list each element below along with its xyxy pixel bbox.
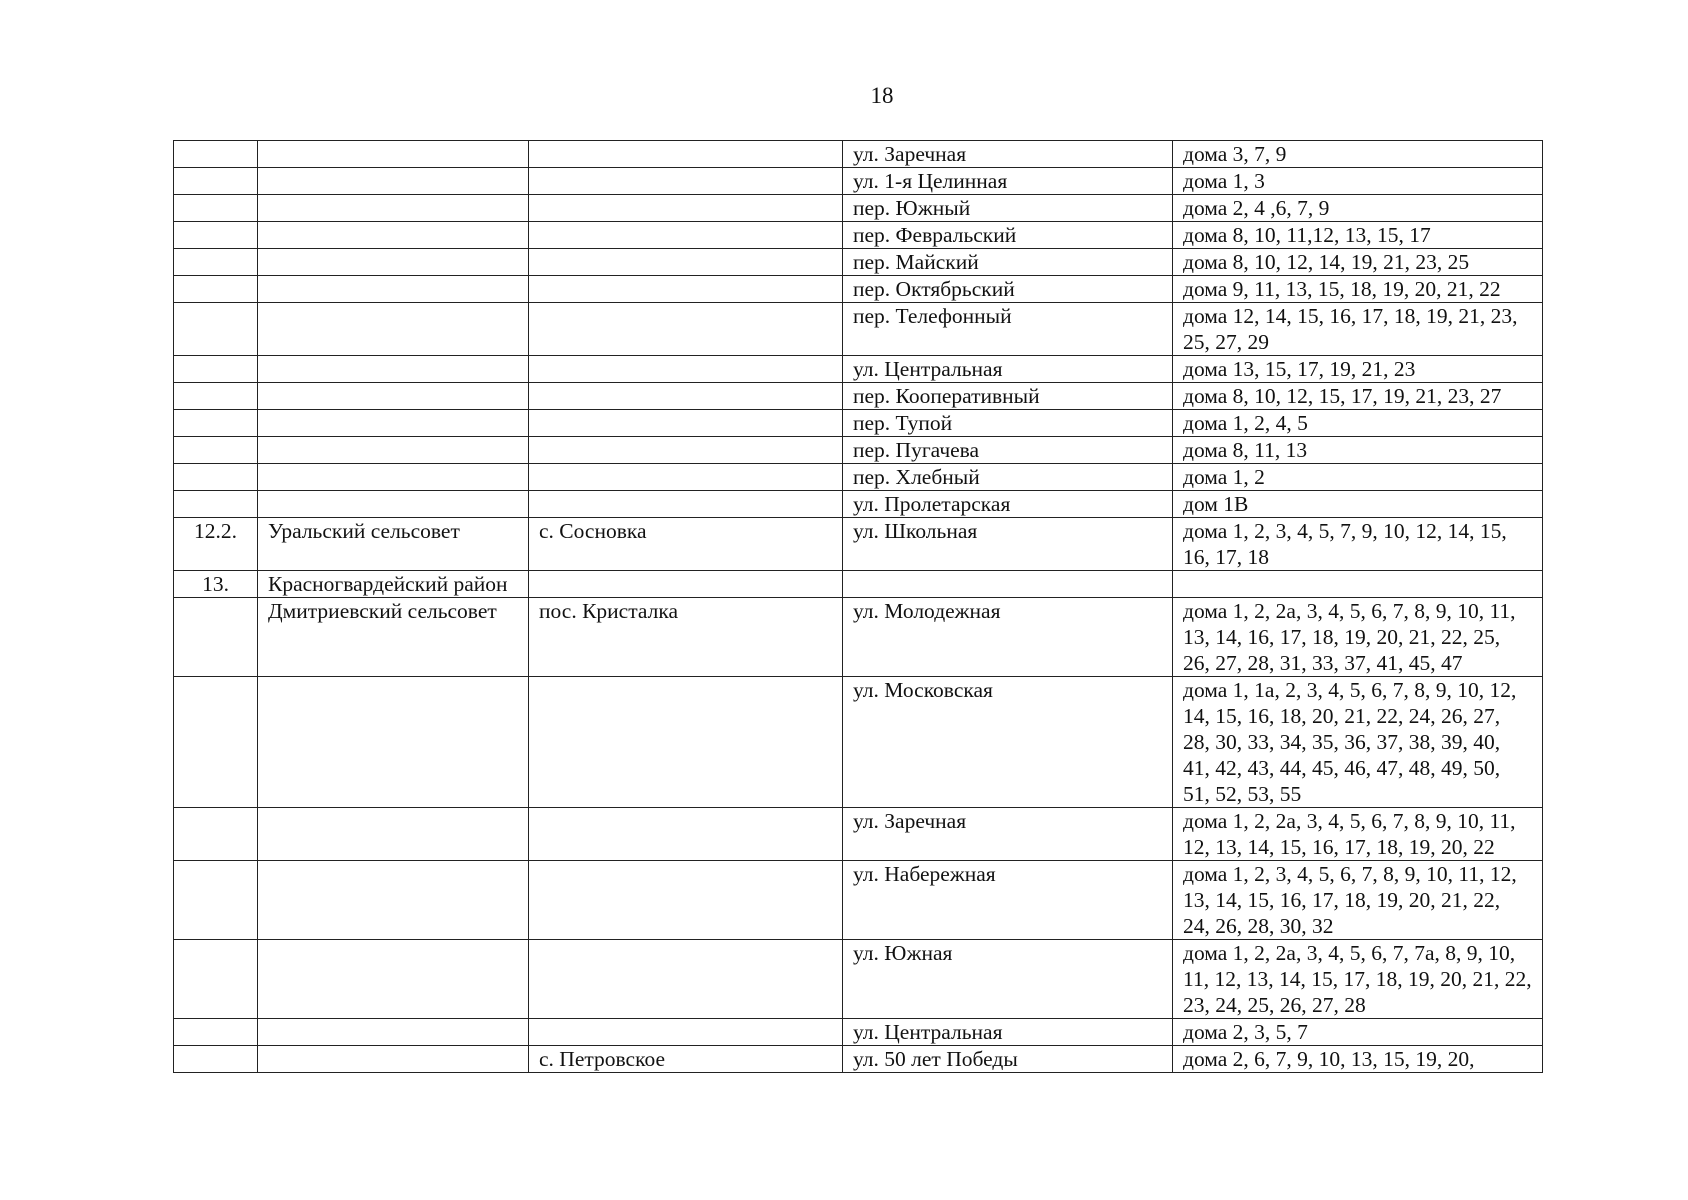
street-cell: пер. Тупой bbox=[843, 410, 1173, 437]
table-row bbox=[174, 141, 1543, 168]
locality-cell bbox=[529, 195, 843, 222]
street-cell: ул. 1-я Целинная bbox=[843, 168, 1173, 195]
table-row bbox=[174, 410, 1543, 437]
street-cell: пер. Пугачева bbox=[843, 437, 1173, 464]
locality-cell bbox=[529, 571, 843, 598]
district-cell: Уральский сельсовет bbox=[258, 518, 529, 571]
row-number-cell bbox=[174, 1019, 258, 1046]
row-number-cell bbox=[174, 276, 258, 303]
row-number-cell bbox=[174, 168, 258, 195]
row-number-cell bbox=[174, 249, 258, 276]
table-row bbox=[174, 598, 1543, 677]
table-row bbox=[174, 1019, 1543, 1046]
houses-cell bbox=[1173, 571, 1543, 598]
houses-cell: дома 8, 10, 11,12, 13, 15, 17 bbox=[1173, 222, 1543, 249]
locality-cell bbox=[529, 861, 843, 940]
row-number-cell bbox=[174, 356, 258, 383]
table-row bbox=[174, 249, 1543, 276]
district-cell bbox=[258, 195, 529, 222]
locality-cell: с. Петровское bbox=[529, 1046, 843, 1073]
page-number: 18 bbox=[870, 83, 894, 108]
table-row bbox=[174, 437, 1543, 464]
district-cell bbox=[258, 249, 529, 276]
houses-cell: дома 1, 2, 3, 4, 5, 6, 7, 8, 9, 10, 11, 12, 13, 14, 15, 16, 17, 18, 19, 20, 21, 22, 24, 26, 28, 30, 32 bbox=[1173, 861, 1543, 940]
table-row bbox=[174, 518, 1543, 571]
table-row bbox=[174, 303, 1543, 356]
row-number-cell: 13. bbox=[174, 571, 258, 598]
houses-cell: дома 1, 1а, 2, 3, 4, 5, 6, 7, 8, 9, 10, 12, 14, 15, 16, 18, 20, 21, 22, 24, 26, 27, 28, 30, 33, 34, 35, 36, 37, 38, 39, 40, 41, 42, 43, 44, 45, 46, 47, 48, 49, 50, 51, 52, 53, 55 bbox=[1173, 677, 1543, 808]
locality-cell bbox=[529, 222, 843, 249]
district-cell: Красногвардейский район bbox=[258, 571, 529, 598]
street-cell: ул. Заречная bbox=[843, 141, 1173, 168]
table-row bbox=[174, 222, 1543, 249]
street-cell: пер. Хлебный bbox=[843, 464, 1173, 491]
houses-cell: дома 1, 3 bbox=[1173, 168, 1543, 195]
district-cell bbox=[258, 356, 529, 383]
locality-cell bbox=[529, 808, 843, 861]
row-number-cell bbox=[174, 598, 258, 677]
locality-cell: с. Сосновка bbox=[529, 518, 843, 571]
row-number-cell bbox=[174, 491, 258, 518]
houses-cell: дома 2, 4 ,6, 7, 9 bbox=[1173, 195, 1543, 222]
houses-cell: дома 1, 2, 4, 5 bbox=[1173, 410, 1543, 437]
table-row bbox=[174, 195, 1543, 222]
row-number-cell bbox=[174, 410, 258, 437]
row-number-cell bbox=[174, 222, 258, 249]
district-cell bbox=[258, 677, 529, 808]
street-cell bbox=[843, 571, 1173, 598]
district-cell bbox=[258, 410, 529, 437]
row-number-cell bbox=[174, 141, 258, 168]
street-cell: ул. Московская bbox=[843, 677, 1173, 808]
locality-cell bbox=[529, 249, 843, 276]
table-row bbox=[174, 808, 1543, 861]
houses-cell: дома 12, 14, 15, 16, 17, 18, 19, 21, 23, 25, 27, 29 bbox=[1173, 303, 1543, 356]
row-number-cell bbox=[174, 677, 258, 808]
street-cell: ул. Южная bbox=[843, 940, 1173, 1019]
street-cell: пер. Южный bbox=[843, 195, 1173, 222]
locality-cell bbox=[529, 491, 843, 518]
locality-cell bbox=[529, 168, 843, 195]
table-row bbox=[174, 491, 1543, 518]
row-number-cell bbox=[174, 1046, 258, 1073]
houses-cell: дома 2, 6, 7, 9, 10, 13, 15, 19, 20, bbox=[1173, 1046, 1543, 1073]
houses-cell: дома 8, 11, 13 bbox=[1173, 437, 1543, 464]
street-cell: ул. 50 лет Победы bbox=[843, 1046, 1173, 1073]
street-cell: пер. Майский bbox=[843, 249, 1173, 276]
locality-cell bbox=[529, 303, 843, 356]
district-cell bbox=[258, 141, 529, 168]
houses-cell: дома 13, 15, 17, 19, 21, 23 bbox=[1173, 356, 1543, 383]
district-cell bbox=[258, 383, 529, 410]
district-cell bbox=[258, 303, 529, 356]
table-row bbox=[174, 383, 1543, 410]
street-cell: ул. Молодежная bbox=[843, 598, 1173, 677]
table-row bbox=[174, 1046, 1543, 1073]
locality-cell bbox=[529, 276, 843, 303]
locality-cell bbox=[529, 356, 843, 383]
table-row bbox=[174, 276, 1543, 303]
table-row bbox=[174, 677, 1543, 808]
houses-cell: дома 3, 7, 9 bbox=[1173, 141, 1543, 168]
table-row bbox=[174, 356, 1543, 383]
houses-cell: дома 8, 10, 12, 14, 19, 21, 23, 25 bbox=[1173, 249, 1543, 276]
street-cell: пер. Октябрьский bbox=[843, 276, 1173, 303]
district-cell bbox=[258, 464, 529, 491]
street-cell: ул. Пролетарская bbox=[843, 491, 1173, 518]
row-number-cell bbox=[174, 303, 258, 356]
table-row bbox=[174, 168, 1543, 195]
row-number-cell bbox=[174, 808, 258, 861]
table-row bbox=[174, 464, 1543, 491]
locality-cell bbox=[529, 141, 843, 168]
district-cell bbox=[258, 276, 529, 303]
table-row bbox=[174, 940, 1543, 1019]
street-cell: ул. Набережная bbox=[843, 861, 1173, 940]
district-cell bbox=[258, 940, 529, 1019]
houses-cell: дома 1, 2, 2а, 3, 4, 5, 6, 7, 8, 9, 10, 11, 13, 14, 16, 17, 18, 19, 20, 21, 22, 25, 26, 27, 28, 31, 33, 37, 41, 45, 47 bbox=[1173, 598, 1543, 677]
houses-cell: дома 1, 2, 2а, 3, 4, 5, 6, 7, 7а, 8, 9, 10, 11, 12, 13, 14, 15, 17, 18, 19, 20, 21, 22, 23, 24, 25, 26, 27, 28 bbox=[1173, 940, 1543, 1019]
district-cell bbox=[258, 437, 529, 464]
houses-cell: дом 1В bbox=[1173, 491, 1543, 518]
locality-cell bbox=[529, 677, 843, 808]
street-cell: ул. Заречная bbox=[843, 808, 1173, 861]
houses-cell: дома 1, 2, 2а, 3, 4, 5, 6, 7, 8, 9, 10, 11, 12, 13, 14, 15, 16, 17, 18, 19, 20, 22 bbox=[1173, 808, 1543, 861]
row-number-cell bbox=[174, 940, 258, 1019]
street-cell: ул. Школьная bbox=[843, 518, 1173, 571]
row-number-cell bbox=[174, 383, 258, 410]
locality-cell bbox=[529, 383, 843, 410]
district-cell bbox=[258, 1019, 529, 1046]
address-table bbox=[173, 140, 1543, 1073]
street-cell: ул. Центральная bbox=[843, 1019, 1173, 1046]
row-number-cell bbox=[174, 861, 258, 940]
locality-cell bbox=[529, 940, 843, 1019]
locality-cell bbox=[529, 410, 843, 437]
locality-cell bbox=[529, 1019, 843, 1046]
district-cell bbox=[258, 861, 529, 940]
locality-cell: пос. Кристалка bbox=[529, 598, 843, 677]
row-number-cell bbox=[174, 437, 258, 464]
street-cell: пер. Февральский bbox=[843, 222, 1173, 249]
locality-cell bbox=[529, 464, 843, 491]
locality-cell bbox=[529, 437, 843, 464]
district-cell bbox=[258, 168, 529, 195]
houses-cell: дома 9, 11, 13, 15, 18, 19, 20, 21, 22 bbox=[1173, 276, 1543, 303]
district-cell bbox=[258, 1046, 529, 1073]
row-number-cell bbox=[174, 195, 258, 222]
table-row bbox=[174, 861, 1543, 940]
table-row bbox=[174, 571, 1543, 598]
houses-cell: дома 8, 10, 12, 15, 17, 19, 21, 23, 27 bbox=[1173, 383, 1543, 410]
district-cell bbox=[258, 808, 529, 861]
district-cell: Дмитриевский сельсовет bbox=[258, 598, 529, 677]
row-number-cell: 12.2. bbox=[174, 518, 258, 571]
houses-cell: дома 1, 2, 3, 4, 5, 7, 9, 10, 12, 14, 15, 16, 17, 18 bbox=[1173, 518, 1543, 571]
address-table-body bbox=[174, 141, 1543, 1073]
district-cell bbox=[258, 491, 529, 518]
houses-cell: дома 2, 3, 5, 7 bbox=[1173, 1019, 1543, 1046]
street-cell: ул. Центральная bbox=[843, 356, 1173, 383]
district-cell bbox=[258, 222, 529, 249]
row-number-cell bbox=[174, 464, 258, 491]
houses-cell: дома 1, 2 bbox=[1173, 464, 1543, 491]
street-cell: пер. Телефонный bbox=[843, 303, 1173, 356]
street-cell: пер. Кооперативный bbox=[843, 383, 1173, 410]
